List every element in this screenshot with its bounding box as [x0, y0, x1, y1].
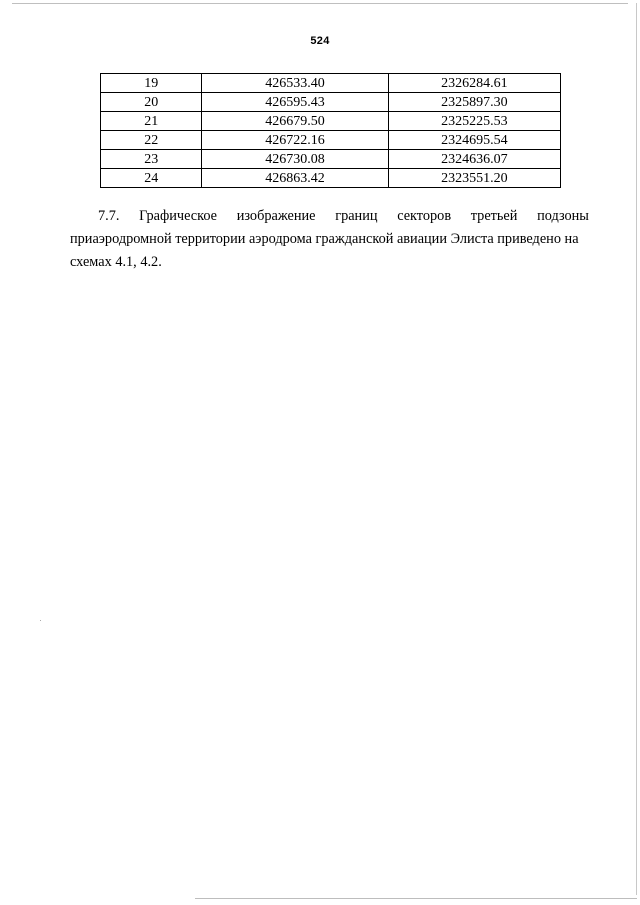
point-number-cell: 20 — [101, 93, 202, 112]
scan-edge-top — [12, 3, 628, 4]
point-number-cell: 23 — [101, 150, 202, 169]
x-coordinate-cell: 426722.16 — [202, 131, 388, 150]
paragraph-word: 7.7. — [98, 208, 120, 224]
table-row — [101, 112, 561, 131]
point-number-cell: 24 — [101, 169, 202, 188]
x-coordinate-cell: 426679.50 — [202, 112, 388, 131]
point-number-cell: 21 — [101, 112, 202, 131]
table-row — [101, 131, 561, 150]
page-number: 524 — [310, 35, 330, 47]
y-coordinate-cell: 2323551.20 — [388, 169, 560, 188]
paragraph-7-7 — [70, 205, 589, 274]
table-row — [101, 150, 561, 169]
paragraph-word: третьей — [470, 208, 518, 224]
paragraph-word: границ — [335, 208, 378, 224]
x-coordinate-cell: 426730.08 — [202, 150, 388, 169]
scan-edge-right — [636, 3, 637, 895]
coordinates-table — [100, 73, 561, 188]
x-coordinate-cell: 426863.42 — [202, 169, 388, 188]
table-row — [101, 169, 561, 188]
y-coordinate-cell: 2324636.07 — [388, 150, 560, 169]
table-row — [101, 93, 561, 112]
x-coordinate-cell: 426533.40 — [202, 74, 388, 93]
table-row — [101, 74, 561, 93]
x-coordinate-cell: 426595.43 — [202, 93, 388, 112]
scan-edge-bottom — [195, 898, 637, 899]
y-coordinate-cell: 2325897.30 — [388, 93, 560, 112]
paragraph-word: подзоны — [537, 208, 589, 224]
paragraph-line-1 — [70, 205, 589, 228]
paragraph-word: секторов — [397, 208, 452, 224]
point-number-cell: 19 — [101, 74, 202, 93]
paragraph-word: изображение — [236, 208, 316, 224]
y-coordinate-cell: 2324695.54 — [388, 131, 560, 150]
y-coordinate-cell: 2326284.61 — [388, 74, 560, 93]
scan-speck — [40, 620, 41, 621]
point-number-cell: 22 — [101, 131, 202, 150]
y-coordinate-cell: 2325225.53 — [388, 112, 560, 131]
paragraph-word: Графическое — [139, 208, 218, 224]
paragraph-line-3: схемах 4.1, 4.2. — [70, 254, 162, 270]
paragraph-line-2: приаэродромной территории аэродрома гражданской авиации Элиста приведено на — [70, 231, 579, 247]
